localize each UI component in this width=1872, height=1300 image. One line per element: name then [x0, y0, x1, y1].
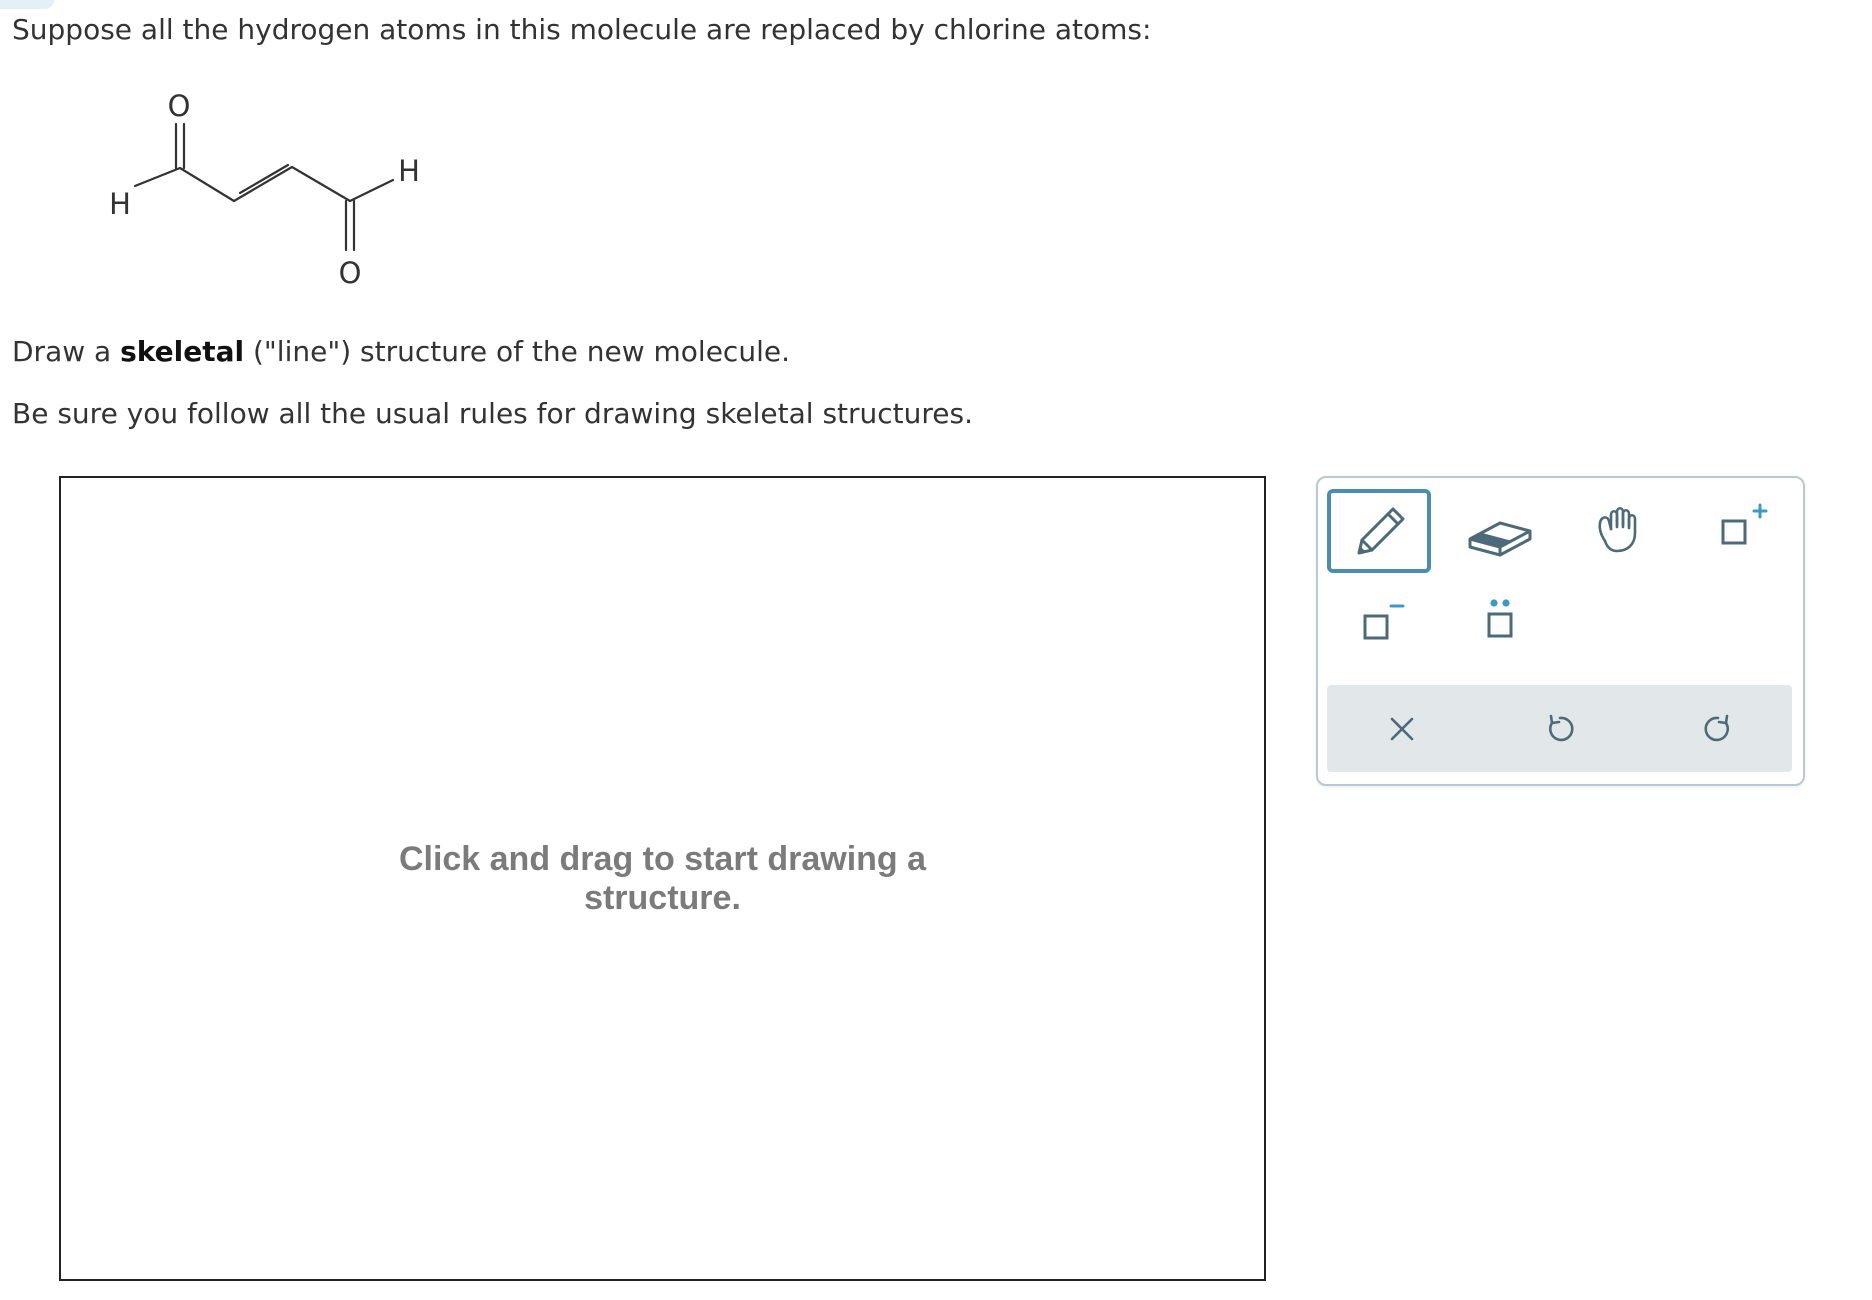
add-negative-charge-icon [1347, 590, 1411, 654]
canvas-hint-line2: structure. [584, 879, 741, 917]
bond-c1-c2 [180, 168, 234, 201]
clear-icon [1386, 713, 1418, 745]
bond-c2-c3-double-a [234, 167, 292, 201]
add-positive-charge-icon [1710, 499, 1774, 563]
pencil-icon [1347, 499, 1411, 563]
redo-button[interactable] [1663, 685, 1773, 772]
undo-icon [1542, 711, 1578, 747]
add-lone-pair-icon [1468, 590, 1532, 654]
instruction-prefix: Draw a [12, 335, 121, 368]
instruction-suffix: ("line") structure of the new molecule. [244, 335, 790, 368]
rules-note: Be sure you follow all the usual rules for drawing skeletal structures. [12, 397, 974, 430]
bond-c3-c4 [292, 167, 350, 201]
corner-tab [0, 0, 54, 9]
atom-label-oxygen-top: O [167, 89, 191, 123]
action-bar [1327, 685, 1792, 772]
instruction-text [12, 334, 790, 370]
hand-icon [1591, 501, 1651, 561]
canvas-hint-line1: Click and drag to start drawing a [398, 840, 927, 878]
eraser-icon [1462, 501, 1538, 561]
atom-label-oxygen-bottom: O [338, 256, 362, 290]
bond-c2-c3-double-b [240, 165, 288, 193]
drawing-canvas[interactable] [59, 476, 1266, 1281]
canvas-hint [61, 840, 1264, 918]
clear-button[interactable] [1347, 685, 1457, 772]
atom-label-hydrogen-right: H [398, 154, 420, 188]
positive-charge-tool-button[interactable] [1690, 489, 1794, 573]
pencil-tool-button[interactable] [1327, 489, 1431, 573]
negative-charge-tool-button[interactable] [1327, 580, 1431, 664]
hand-tool-button[interactable] [1569, 489, 1673, 573]
lone-pair-tool-button[interactable] [1448, 580, 1552, 664]
bond-h-c1 [135, 168, 180, 186]
atom-label-hydrogen-left: H [109, 187, 131, 221]
undo-button[interactable] [1505, 685, 1615, 772]
drawing-toolbar [1316, 476, 1805, 786]
eraser-tool-button[interactable] [1448, 489, 1552, 573]
bond-c4-h [350, 180, 393, 201]
molecule-diagram [95, 80, 435, 294]
question-prompt: Suppose all the hydrogen atoms in this molecule are replaced by chlorine atoms: [12, 13, 1152, 46]
redo-icon [1700, 711, 1736, 747]
instruction-bold-term: skeletal [120, 335, 245, 368]
